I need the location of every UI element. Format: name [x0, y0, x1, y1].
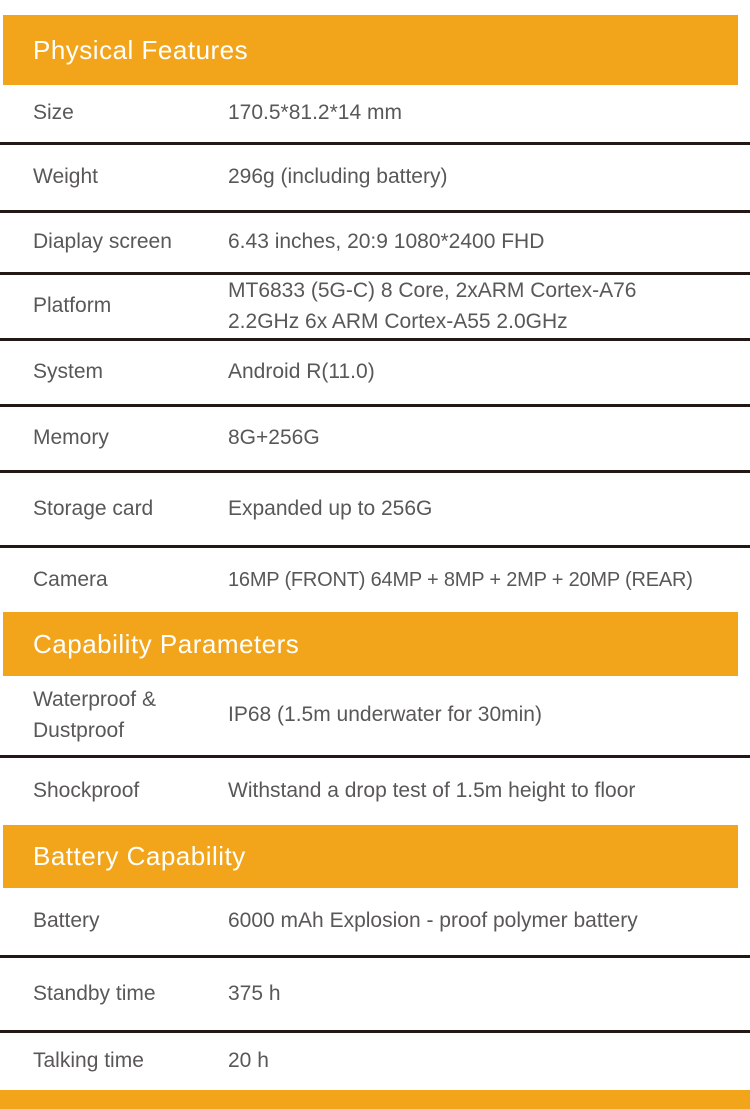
spec-label: Camera — [33, 567, 108, 591]
spec-value: Withstand a drop test of 1.5m height to floor — [228, 779, 636, 803]
spec-label: Platform — [33, 294, 112, 318]
section-header-label: Capability Parameters — [33, 628, 300, 659]
spec-label: System — [33, 360, 104, 384]
top-margin — [0, 0, 750, 15]
spec-label: Standby time — [33, 981, 156, 1005]
section-header-capability-parameters — [3, 612, 738, 676]
spec-row-platform — [0, 275, 750, 341]
bottom-accent-strip — [0, 1090, 750, 1109]
spec-row-waterproof-dustproof — [0, 676, 750, 758]
spec-row-battery — [0, 888, 750, 958]
section-header-label: Battery Capability — [33, 841, 246, 871]
spec-value: Expanded up to 256G — [228, 496, 433, 520]
spec-value: 6.43 inches, 20:9 1080*2400 FHD — [228, 230, 545, 254]
spec-value-line-2: 2.2GHz 6x ARM Cortex-A55 2.0GHz — [228, 309, 568, 333]
spec-label: Shockproof — [33, 779, 140, 803]
spec-row-storage-card — [0, 473, 750, 548]
spec-row-camera — [0, 548, 750, 612]
spec-row-shockproof — [0, 758, 750, 825]
spec-label — [33, 685, 228, 746]
spec-value: 8G+256G — [228, 426, 320, 450]
spec-label-line-2: & Dustproof — [33, 688, 156, 742]
spec-label: Memory — [33, 426, 109, 450]
spec-label: Size — [33, 101, 74, 125]
spec-row-standby-time — [0, 958, 750, 1033]
spec-label: Battery — [33, 909, 100, 933]
section-header-battery-capability — [3, 825, 738, 888]
spec-value: 375 h — [228, 981, 281, 1005]
spec-value: 16MP (FRONT) 64MP + 8MP + 2MP + 20MP (REAR) — [228, 568, 693, 591]
spec-value: IP68 (1.5m underwater for 30min) — [228, 703, 542, 727]
spec-value: 296g (including battery) — [228, 165, 448, 189]
section-header-label: Physical Features — [33, 34, 249, 65]
spec-value: 20 h — [228, 1049, 269, 1073]
spec-value: Android R(11.0) — [228, 360, 375, 384]
spec-row-display-screen — [0, 213, 750, 275]
spec-value: 170.5*81.2*14 mm — [228, 101, 402, 125]
spec-row-memory — [0, 407, 750, 473]
spec-value-line-1: MT6833 (5G-C) 8 Core, 2xARM Cortex-A76 — [228, 279, 637, 303]
spec-row-weight — [0, 145, 750, 213]
spec-row-size — [0, 85, 750, 145]
spec-row-talking-time — [0, 1033, 750, 1090]
spec-label: Storage card — [33, 496, 154, 520]
spec-row-system — [0, 341, 750, 407]
spec-label: Weight — [33, 165, 98, 189]
spec-value — [228, 276, 750, 337]
spec-label: Talking time — [33, 1049, 144, 1073]
spec-label: Diaplay screen — [33, 230, 172, 254]
spec-value: 6000 mAh Explosion - proof polymer battery — [228, 909, 638, 933]
section-header-physical-features — [3, 15, 738, 85]
spec-label-line-1: Waterproof — [33, 688, 137, 712]
